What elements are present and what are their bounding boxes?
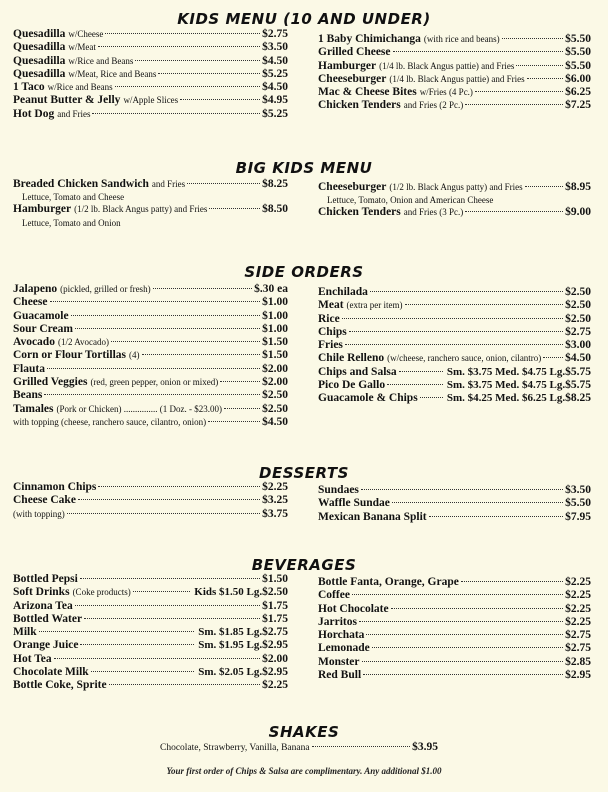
menu-item (318, 656, 591, 669)
big-kids-right-column (318, 181, 591, 220)
item-name: Mexican Banana Split (318, 510, 427, 523)
item-name: Quesadilla (13, 54, 66, 67)
item-name: Sundaes (318, 484, 359, 496)
menu-item (13, 403, 288, 416)
item-price: $7.25 (565, 99, 591, 112)
item-name: Cheese Cake (13, 494, 76, 507)
shakes-price: $3.95 (412, 741, 438, 753)
menu-item (318, 392, 591, 405)
desserts-right-column (318, 484, 591, 524)
item-price: $2.50 (262, 402, 288, 415)
leader-dots (39, 631, 195, 632)
item-price: $2.75 (262, 626, 288, 639)
item-description: and Fries (2 Pc.) (403, 100, 464, 111)
item-name: Bottle Coke, Sprite (13, 679, 107, 692)
item-price: $3.75 (262, 507, 288, 520)
item-name: Chips and Salsa (318, 365, 397, 378)
menu-item (13, 481, 288, 494)
item-price: $1.75 (262, 599, 288, 612)
leader-dots (84, 618, 260, 619)
menu-item (13, 376, 288, 389)
leader-dots (461, 581, 563, 582)
item-price: $3.00 (565, 339, 591, 352)
item-price: $1.50 (262, 336, 288, 349)
side-orders-title: SIDE ORDERS (244, 263, 364, 281)
item-name: Guacamole & Chips (318, 392, 418, 405)
item-price: $2.25 (565, 615, 591, 628)
menu-item (318, 366, 591, 379)
leader-dots (366, 634, 563, 635)
leader-dots (525, 186, 564, 187)
leader-dots (372, 647, 563, 648)
side-orders-right-column (318, 286, 591, 406)
item-name: Hamburger (318, 59, 377, 72)
item-price: $1.00 (262, 309, 288, 322)
menu-item (13, 349, 288, 362)
menu-item (318, 286, 591, 299)
leader-dots (75, 605, 260, 606)
complimentary-note: Your first order of Chips & Salsa are complimentary. Any additional $1.00 (166, 766, 442, 776)
item-name: Rice (318, 312, 340, 325)
menu-item (318, 642, 591, 655)
item-name: Corn or Flour Tortillas (13, 349, 126, 362)
item-name: Quesadilla (13, 28, 66, 40)
leader-dots (220, 381, 260, 382)
item-name: Sour Cream (13, 322, 73, 335)
item-description: (4) (129, 350, 140, 361)
leader-dots (362, 661, 564, 662)
item-description: (1/4 lb. Black Angus pattie) and Fries (379, 60, 515, 71)
menu-item (318, 497, 591, 510)
item-name: Monster (318, 655, 360, 668)
desserts-title: DESSERTS (259, 464, 349, 482)
item-name: Hot Tea (13, 652, 52, 665)
item-price: $2.25 (565, 576, 591, 588)
item-price: $2.25 (262, 679, 288, 692)
big-kids-menu-title: BIG KIDS MENU (235, 159, 373, 177)
leader-dots (78, 499, 260, 500)
menu-item (318, 339, 591, 352)
menu-item (318, 629, 591, 642)
leader-dots (342, 318, 563, 319)
size-prices: Sm. $2.05 Lg. (198, 666, 263, 679)
leader-dots (98, 46, 260, 47)
menu-item (318, 576, 591, 589)
shakes-flavors: Chocolate, Strawberry, Vanilla, Banana (160, 743, 310, 753)
menu-item (13, 679, 288, 692)
item-name: Jarritos (318, 615, 357, 628)
leader-dots (158, 73, 260, 74)
item-description: (Coke products) (72, 587, 131, 598)
desserts-left-column (13, 481, 288, 521)
item-name: Hot Dog (13, 107, 55, 120)
menu-item (318, 86, 591, 99)
item-name: Peanut Butter & Jelly (13, 94, 121, 107)
menu-item (318, 60, 591, 73)
item-description: w/Rice and Beans (68, 55, 134, 66)
item-name: 1 Baby Chimichanga (318, 33, 421, 45)
menu-item (13, 494, 288, 507)
item-price: $2.50 (565, 312, 591, 325)
leader-dots (135, 60, 260, 61)
item-price: $2.00 (262, 376, 288, 389)
item-price: $4.50 (262, 415, 288, 428)
leader-dots (44, 394, 260, 395)
item-description: (1/4 lb. Black Angus pattie) and Fries (389, 73, 525, 84)
item-price: $7.95 (565, 510, 591, 523)
menu-item (13, 666, 288, 679)
menu-item (13, 296, 288, 309)
item-name: Hamburger (13, 203, 72, 216)
menu-item (13, 573, 288, 586)
leader-dots (91, 671, 195, 672)
item-description: (with rice and beans) (423, 34, 500, 44)
menu-item (318, 33, 591, 46)
item-name: Pico De Gallo (318, 379, 386, 392)
item-price: $2.25 (565, 589, 591, 602)
leader-dots (465, 211, 563, 212)
leader-dots (80, 644, 194, 645)
leader-dots (312, 746, 411, 747)
menu-item (13, 336, 288, 349)
shakes-title: SHAKES (268, 723, 340, 741)
menu-item (13, 363, 288, 376)
item-price: $8.95 (565, 181, 591, 193)
item-description: w/Rice and Beans (47, 82, 113, 93)
leader-dots (359, 621, 563, 622)
menu-item (318, 181, 591, 194)
menu-item (13, 41, 288, 54)
item-price: $4.50 (262, 54, 288, 67)
item-price: $5.50 (565, 46, 591, 59)
leader-dots (187, 183, 260, 184)
menu-item (13, 81, 288, 94)
item-name: Fries (318, 339, 343, 352)
item-price: $1.50 (262, 573, 288, 585)
leader-dots (133, 591, 190, 592)
beverages-left-column (13, 573, 288, 693)
item-name: Avocado (13, 336, 55, 349)
menu-item (13, 639, 288, 652)
size-prices: Sm. $3.75 Med. $4.75 Lg. (446, 379, 566, 392)
item-name: Chicken Tenders (318, 206, 401, 219)
item-description: w/Meat, Rice and Beans (68, 68, 157, 79)
item-name: Cheeseburger (318, 72, 387, 85)
menu-item (318, 299, 591, 312)
leader-dots (349, 331, 563, 332)
size-prices: Sm. $3.75 Med. $4.75 Lg. (446, 365, 566, 378)
menu-item (13, 68, 288, 81)
leader-dots (109, 684, 261, 685)
item-price: $.30 ea (254, 283, 288, 295)
item-name: Beans (13, 389, 43, 402)
size-prices: Sm. $1.85 Lg. (198, 626, 263, 639)
menu-item (13, 203, 288, 216)
item-name: Chips (318, 325, 347, 338)
item-name: Cinnamon Chips (13, 481, 97, 493)
leader-dots (429, 516, 563, 517)
item-name: Bottle Fanta, Orange, Grape (318, 576, 459, 588)
item-description: w/Meat (68, 42, 96, 53)
menu-item (13, 586, 288, 599)
item-price: $1.00 (262, 296, 288, 309)
size-prices: Sm. $1.95 Lg. (198, 639, 263, 652)
item-name: Enchilada (318, 286, 368, 298)
leader-dots (527, 78, 564, 79)
menu-item (318, 616, 591, 629)
item-name: Cheeseburger (318, 181, 387, 193)
menu-item (13, 508, 288, 521)
item-name: Grilled Veggies (13, 376, 88, 389)
item-price: $2.25 (262, 481, 288, 493)
leader-dots (516, 65, 563, 66)
menu-item (318, 511, 591, 524)
side-orders-left-column (13, 283, 288, 429)
item-name: Quesadilla (13, 67, 66, 80)
menu-item (13, 283, 288, 296)
menu-item (318, 326, 591, 339)
menu-item (318, 603, 591, 616)
leader-dots (224, 408, 260, 409)
item-price: $8.25 (262, 178, 288, 190)
item-price: $5.25 (262, 107, 288, 120)
menu-item (318, 589, 591, 602)
item-price: $8.50 (262, 203, 288, 216)
item-name: Jalapeno (13, 283, 58, 295)
item-description: and Fries (3 Pc.) (403, 207, 464, 218)
kids-menu-left-column (13, 28, 288, 121)
menu-item (13, 613, 288, 626)
item-description: (w/cheese, ranchero sauce, onion, cilantro) (387, 353, 542, 364)
leader-dots (71, 315, 261, 316)
shakes-line (160, 741, 438, 754)
item-price: $4.95 (262, 94, 288, 107)
item-name: Breaded Chicken Sandwich (13, 178, 149, 190)
item-price: $4.50 (565, 352, 591, 365)
item-name: Flauta (13, 362, 45, 375)
leader-dots (47, 368, 260, 369)
leader-dots (180, 99, 260, 100)
item-price: $2.25 (565, 602, 591, 615)
item-price: $2.00 (262, 652, 288, 665)
item-price: $2.50 (565, 286, 591, 298)
leader-dots (153, 288, 253, 289)
item-price: $2.50 (262, 586, 288, 599)
beverages-title: BEVERAGES (251, 556, 357, 574)
item-price: $2.00 (262, 362, 288, 375)
item-name: Chocolate Milk (13, 666, 89, 679)
item-description: (1/2 lb. Black Angus patty) and Fries (74, 204, 208, 215)
item-price: $3.50 (565, 484, 591, 496)
item-name: Orange Juice (13, 639, 79, 652)
item-name: Milk (13, 626, 37, 639)
leader-dots (475, 91, 563, 92)
item-price: $2.95 (262, 639, 288, 652)
item-description: and Fries (57, 108, 91, 119)
item-name: Tamales (13, 402, 54, 415)
leader-dots (50, 301, 261, 302)
menu-item (13, 626, 288, 639)
item-name: Cheese (13, 296, 48, 309)
leader-dots (399, 371, 443, 372)
menu-item (13, 416, 288, 429)
item-price: $2.75 (262, 28, 288, 40)
menu-item (13, 94, 288, 107)
menu-item (318, 46, 591, 59)
leader-dots (352, 594, 563, 595)
item-name: Meat (318, 299, 344, 312)
item-price: $2.75 (565, 629, 591, 642)
item-description: (1/2 Avocado) (57, 337, 110, 348)
item-description: w/Fries (4 Pc.) (419, 87, 473, 98)
menu-item (13, 389, 288, 402)
leader-dots (370, 291, 563, 292)
item-description: (extra per item) (346, 300, 403, 311)
menu-item (13, 108, 288, 121)
menu-item (318, 352, 591, 365)
menu-item (13, 28, 288, 41)
leader-dots (393, 51, 564, 52)
item-description: (1/2 lb. Black Angus patty) and Fries (389, 182, 523, 192)
item-price: $5.50 (565, 497, 591, 510)
item-price: $5.50 (565, 59, 591, 72)
item-price: $1.50 (262, 349, 288, 362)
leader-dots (80, 578, 260, 579)
item-price: $8.25 (565, 392, 591, 405)
leader-dots (54, 658, 260, 659)
item-price: $1.00 (262, 322, 288, 335)
item-price: $2.95 (565, 669, 591, 682)
size-prices: Kids $1.50 Lg. (194, 586, 263, 599)
menu-item (13, 653, 288, 666)
item-price: $3.50 (262, 41, 288, 54)
leader-dots (387, 384, 443, 385)
item-price: $1.75 (262, 612, 288, 625)
item-name: Red Bull (318, 669, 362, 682)
menu-item (13, 55, 288, 68)
item-description: (red, green pepper, onion or mixed) (90, 377, 219, 388)
item-description: with topping (cheese, ranchero sauce, cilantro, onion) (13, 416, 207, 427)
leader-dots (420, 397, 443, 398)
leader-dots (502, 38, 564, 39)
menu-item (13, 310, 288, 323)
kids-menu-right-column (318, 33, 591, 113)
item-name: Mac & Cheese Bites (318, 86, 417, 99)
big-kids-left-column (13, 178, 288, 229)
item-price: $5.75 (565, 379, 591, 392)
leader-dots (142, 354, 261, 355)
leader-dots (98, 486, 260, 487)
item-name: Hot Chocolate (318, 602, 389, 615)
menu-item (13, 323, 288, 336)
menu-item (318, 484, 591, 497)
leader-dots (75, 328, 260, 329)
item-price: $5.25 (262, 67, 288, 80)
item-price: $6.00 (565, 72, 591, 85)
item-description: (pickled, grilled or fresh) (60, 284, 151, 294)
leader-dots (405, 304, 564, 305)
item-name: Quesadilla (13, 41, 66, 54)
item-description: (Pork or Chicken) ............... (1 Doz. - $23.00) (56, 403, 222, 414)
item-price: $6.25 (565, 86, 591, 99)
item-price: $2.75 (565, 325, 591, 338)
item-description: (with topping) (13, 508, 65, 519)
item-price: $2.85 (565, 655, 591, 668)
leader-dots (209, 208, 260, 209)
menu-item (318, 99, 591, 112)
item-name: Chile Relleno (318, 352, 385, 365)
leader-dots (392, 502, 563, 503)
item-name: Coffee (318, 589, 350, 602)
item-price: $3.25 (262, 494, 288, 507)
menu-item (318, 313, 591, 326)
leader-dots (92, 113, 260, 114)
item-name: Bottled Pepsi (13, 573, 78, 585)
leader-dots (67, 513, 260, 514)
item-name: Chicken Tenders (318, 99, 401, 112)
leader-dots (105, 33, 260, 34)
leader-dots (208, 421, 260, 422)
item-price: $5.75 (565, 365, 591, 378)
menu-item (318, 206, 591, 219)
leader-dots (391, 608, 564, 609)
item-name: 1 Taco (13, 81, 45, 94)
leader-dots (543, 357, 563, 358)
size-prices: Sm. $4.25 Med. $6.25 Lg. (446, 392, 566, 405)
item-subtext: Lettuce, Tomato, Onion and American Cheese (327, 195, 494, 206)
item-price: $5.50 (565, 33, 591, 45)
leader-dots (115, 86, 261, 87)
item-name: Soft Drinks (13, 586, 70, 599)
menu-item (318, 379, 591, 392)
item-price: $2.95 (262, 666, 288, 679)
menu-item (318, 73, 591, 86)
menu-item (13, 600, 288, 613)
leader-dots (111, 341, 260, 342)
item-name: Guacamole (13, 309, 69, 322)
leader-dots (345, 344, 563, 345)
item-description: w/Apple Slices (123, 95, 179, 106)
leader-dots (363, 674, 563, 675)
item-price: $4.50 (262, 81, 288, 94)
item-name: Waffle Sundae (318, 497, 390, 510)
item-price: $2.50 (262, 389, 288, 402)
item-name: Arizona Tea (13, 599, 73, 612)
item-price: $2.75 (565, 642, 591, 655)
item-subtext: Lettuce, Tomato and Cheese (22, 192, 125, 203)
item-description: w/Cheese (68, 29, 104, 39)
beverages-right-column (318, 576, 591, 682)
menu-item (318, 669, 591, 682)
item-name: Lemonade (318, 642, 370, 655)
item-price: $2.50 (565, 299, 591, 312)
item-price: $9.00 (565, 206, 591, 219)
item-name: Grilled Cheese (318, 46, 391, 59)
kids-menu-title: KIDS MENU (10 AND UNDER) (177, 10, 431, 28)
leader-dots (465, 104, 563, 105)
leader-dots (361, 489, 563, 490)
menu-item (13, 178, 288, 191)
item-subtext: Lettuce, Tomato and Onion (22, 217, 121, 228)
item-name: Horchata (318, 629, 365, 642)
item-description: and Fries (151, 179, 186, 189)
item-name: Bottled Water (13, 612, 83, 625)
